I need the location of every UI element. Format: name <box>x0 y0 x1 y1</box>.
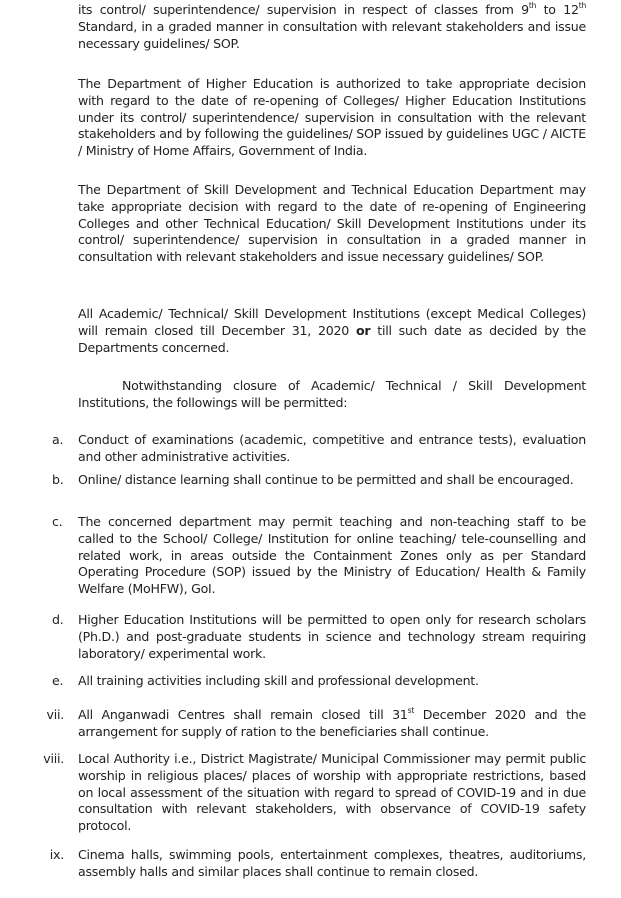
superscript-th: th <box>528 1 537 10</box>
item-text-1: All Anganwadi Centres shall remain closed till 31 <box>78 707 408 722</box>
closure-paragraph <box>78 306 586 356</box>
item-marker: ix. <box>49 847 64 862</box>
closure-bold-or: or <box>355 322 371 338</box>
skill-development-paragraph: The Department of Skill Development and Technical Education Department may take appropriate decision with regard to the date of re-opening of Engineering Colleges and other Technical Education/ Skill Development Institutions under its control/ superintendence/ supervision in consultation in a graded manner in consultation with relevant stakeholders and issue necessary guidelines/ SOP. <box>78 182 586 265</box>
item-text: All training activities including skill and professional development. <box>78 673 479 688</box>
closure-text-1: All Academic/ Technical/ Skill Development Institutions (except Medical Colleges) will remain closed till December 31, 2020 <box>78 306 586 338</box>
superscript-th: th <box>578 1 586 10</box>
item-text: Higher Education Institutions will be permitted to open only for research scholars (Ph.D.) and post-graduate students in science and technology stream requiring laboratory/ experimental work. <box>78 612 586 661</box>
item-marker: e. <box>52 673 64 688</box>
item-marker: a. <box>52 432 64 447</box>
superscript-st: st <box>407 706 415 715</box>
item-marker: vii. <box>46 707 64 722</box>
intro-paragraph <box>78 2 586 52</box>
item-text: Online/ distance learning shall continue to be permitted and shall be encouraged. <box>78 472 574 487</box>
item-text: Cinema halls, swimming pools, entertainment complexes, theatres, auditoriums, assembly halls and similar places shall continue to remain closed. <box>78 847 586 879</box>
item-marker: d. <box>52 612 64 627</box>
item-text <box>78 707 586 741</box>
item-marker: b. <box>52 472 64 487</box>
intro-text-2: to 12 <box>536 2 579 17</box>
closure-text-2: till such date as decided by the Departments concerned. <box>78 322 586 355</box>
item-marker: c. <box>52 514 63 529</box>
higher-education-paragraph: The Department of Higher Education is authorized to take appropriate decision with regard to the date of re-opening of Colleges/ Higher Education Institutions under its control/ superintendence/ supervision in consultation with the relevant stakeholders and by following the guidelines/ SOP issued by guidelines UGC / AICTE / Ministry of Home Affairs, Government of India. <box>78 76 586 159</box>
item-text: Local Authority i.e., District Magistrate/ Municipal Commissioner may permit public worship in religious places/ places of worship with appropriate restrictions, based on local assessment of the situation with regard to spread of COVID-19 and in due consultation with relevant stakeholders, with observance of COVID-19 safety protocol. <box>78 751 586 834</box>
item-marker: viii. <box>43 751 64 766</box>
intro-text-3: Standard, in a graded manner in consultation with relevant stakeholders and issue necessary guidelines/ SOP. <box>78 18 586 51</box>
notwithstanding-paragraph: Notwithstanding closure of Academic/ Technical / Skill Development Institutions, the followings will be permitted: <box>78 378 586 410</box>
item-text: The concerned department may permit teaching and non-teaching staff to be called to the School/ College/ Institution for online teaching/ tele-counselling and related work, in areas outside the Containment Zones only as per Standard Operating Procedure (SOP) issued by the Ministry of Education/ Health & Family Welfare (MoHFW), GoI. <box>78 514 586 597</box>
item-text: Conduct of examinations (academic, competitive and entrance tests), evaluation and other administrative activities. <box>78 432 586 464</box>
item-text-2: December 2020 and the arrangement for supply of ration to the beneficiaries shall continue. <box>78 707 586 739</box>
intro-text-1: its control/ superintendence/ supervision in respect of classes from 9 <box>78 2 529 17</box>
